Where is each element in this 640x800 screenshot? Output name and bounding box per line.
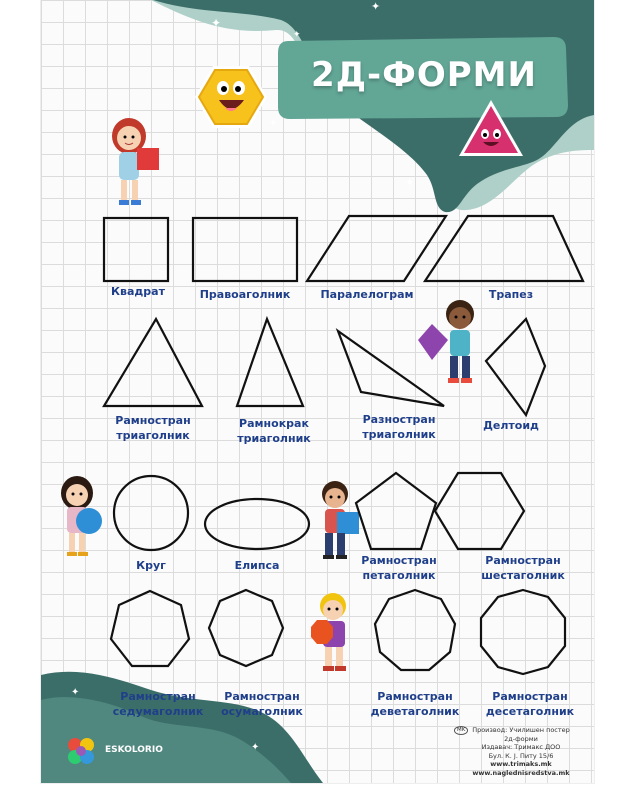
- label-square: Квадрат: [111, 285, 165, 298]
- label-trapezoid: Трапез: [488, 288, 534, 301]
- rectangle-shape: [193, 218, 297, 281]
- sparkle-icon: ✦: [269, 118, 278, 129]
- parallelogram-shape: [307, 216, 446, 281]
- pentagon-shape: [356, 473, 436, 549]
- label-octagon: Рамностран осумаголник: [221, 690, 303, 718]
- hexagon-shape: [435, 473, 524, 549]
- square-shape: [104, 218, 168, 281]
- ellipse-shape: [205, 499, 309, 549]
- trapezoid-shape: [425, 216, 583, 281]
- eskolorio-logo-icon: [63, 735, 103, 769]
- sparkle-icon: ✦: [71, 687, 80, 698]
- heptagon-shape: [111, 591, 189, 666]
- label-heptagon: Рамностран седумаголник: [112, 690, 204, 718]
- shapes-layer: [41, 0, 594, 783]
- isosceles-triangle-shape: [237, 319, 303, 406]
- credits-line: 2д-форми: [504, 734, 538, 743]
- octagon-shape: [209, 590, 283, 666]
- label-nonagon: Рамностран деветаголник: [370, 690, 460, 718]
- sparkle-icon: ✦: [371, 0, 381, 13]
- website-link[interactable]: www.naglednisredstva.mk: [472, 768, 570, 777]
- decagon-shape: [481, 590, 565, 674]
- brand-name: ESKOLORIO: [105, 745, 163, 755]
- credits-line: Производ: Училишен постер: [472, 726, 570, 734]
- poster: [41, 0, 594, 783]
- label-decagon: Рамностран десетаголник: [485, 690, 575, 718]
- page-title: 2Д-ФОРМИ: [311, 55, 537, 95]
- credits-block: [446, 726, 594, 778]
- label-equilateral-triangle: Рамностран триаголник: [115, 414, 191, 442]
- equilateral-triangle-shape: [104, 319, 202, 406]
- label-isosceles-triangle: Рамнокрак триаголник: [237, 417, 311, 445]
- scalene-triangle-shape: [338, 331, 444, 406]
- label-ellipse: Елипса: [234, 559, 280, 572]
- sparkle-icon: ✦: [211, 16, 222, 30]
- sparkle-icon: ✦: [405, 176, 415, 189]
- label-circle: Круг: [136, 559, 166, 572]
- label-parallelogram: Паралелограм: [320, 288, 414, 301]
- mk-badge: MK: [454, 726, 468, 735]
- website-link[interactable]: www.trimaks.mk: [490, 760, 552, 769]
- sparkle-icon: ✦: [293, 30, 301, 40]
- label-rectangle: Правоаголник: [199, 288, 291, 301]
- label-hexagon: Рамностран шестаголник: [481, 554, 565, 582]
- label-pentagon: Рамностран петаголник: [361, 554, 437, 582]
- label-scalene-triangle: Разностран триаголник: [362, 413, 436, 441]
- kite-shape: [486, 319, 545, 415]
- circle-shape: [114, 476, 188, 550]
- sparkle-icon: ✦: [251, 742, 260, 753]
- credits-line: Бул. К. Ј. Питу 15/6: [488, 751, 554, 760]
- credits-line: Издавач: Тримакс ДОО: [481, 743, 561, 752]
- label-kite: Делтоид: [483, 419, 539, 432]
- nonagon-shape: [375, 590, 455, 670]
